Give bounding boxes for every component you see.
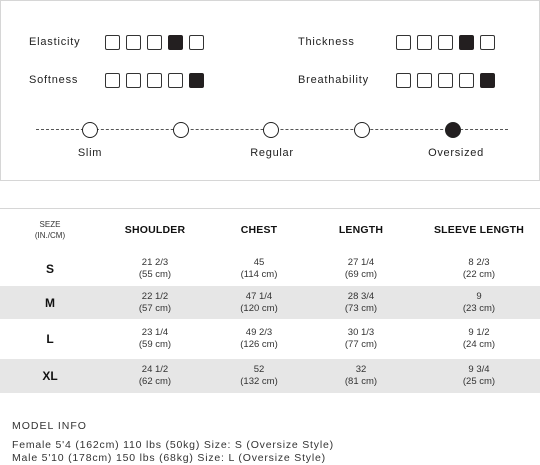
measurement-inches: 9 bbox=[476, 290, 482, 302]
attr-softness bbox=[29, 74, 78, 86]
attr-label: Thickness bbox=[298, 36, 355, 48]
measurement-inches: 9 1/2 bbox=[468, 327, 490, 338]
measurement-inches: 47 1/4 bbox=[245, 290, 273, 302]
measurement-inches: 28 3/4 bbox=[347, 290, 375, 302]
measurement-cm: (25 cm) bbox=[462, 376, 496, 387]
rating-square bbox=[105, 73, 120, 88]
measurement-cell bbox=[115, 251, 195, 286]
measurement-cm: (120 cm) bbox=[240, 302, 278, 314]
measurement-cm: (59 cm) bbox=[138, 339, 172, 350]
measurement-cell bbox=[414, 251, 540, 286]
measurement-cm: (114 cm) bbox=[240, 268, 278, 280]
measurement-cm: (77 cm) bbox=[344, 339, 378, 350]
measurement-inches: 30 1/3 bbox=[347, 327, 375, 338]
column-header-text: SHOULDER bbox=[124, 224, 186, 236]
table-row-xl bbox=[0, 359, 540, 393]
softness-scale bbox=[105, 73, 204, 88]
table-row-m bbox=[0, 286, 540, 319]
measurement-inches: 49 2/3 bbox=[245, 327, 273, 338]
rating-square bbox=[147, 73, 162, 88]
size-cell bbox=[20, 319, 80, 359]
attr-label: Breathability bbox=[298, 74, 369, 86]
measurement-cell bbox=[115, 319, 195, 359]
size-cell bbox=[20, 251, 80, 286]
attr-breathability bbox=[298, 74, 369, 86]
rating-square bbox=[480, 35, 495, 50]
size-column-header bbox=[20, 209, 80, 251]
measurement-cm: (132 cm) bbox=[240, 376, 278, 387]
rating-square-filled bbox=[480, 73, 495, 88]
rating-square bbox=[396, 35, 411, 50]
fit-marker-5 bbox=[445, 122, 461, 138]
rating-square bbox=[396, 73, 411, 88]
measurement-cell bbox=[115, 286, 195, 319]
column-header-text: SLEEVE LENGTH bbox=[433, 224, 525, 236]
fit-marker-3 bbox=[263, 122, 279, 138]
fit-label-slim: Slim bbox=[77, 147, 103, 159]
size-label: M bbox=[45, 295, 55, 310]
column-header-text: LENGTH bbox=[338, 224, 384, 236]
measurement-cm: (23 cm) bbox=[462, 302, 496, 314]
fit-label-oversized: Oversized bbox=[428, 147, 484, 159]
breathability-scale bbox=[396, 73, 495, 88]
rating-square bbox=[168, 73, 183, 88]
measurement-inches: 27 1/4 bbox=[347, 256, 375, 268]
attr-label: Elasticity bbox=[29, 36, 81, 48]
attr-thickness bbox=[298, 36, 355, 48]
measurement-inches: 45 bbox=[253, 256, 265, 268]
measurement-cm: (57 cm) bbox=[138, 302, 172, 314]
thickness-scale bbox=[396, 35, 495, 50]
measurement-cm: (69 cm) bbox=[344, 268, 378, 280]
measurement-inches: 22 1/2 bbox=[141, 290, 169, 302]
table-header-row bbox=[0, 209, 540, 251]
model-info-title: MODEL INFO bbox=[12, 420, 87, 432]
rating-square bbox=[459, 73, 474, 88]
measurement-cell bbox=[414, 359, 540, 393]
size-cell bbox=[20, 359, 80, 393]
measurement-inches: 52 bbox=[253, 364, 265, 375]
measurement-cell bbox=[321, 319, 401, 359]
size-chart-table bbox=[0, 208, 540, 393]
size-cell bbox=[20, 286, 80, 319]
column-header-shoulder bbox=[115, 209, 195, 251]
column-header-chest bbox=[219, 209, 299, 251]
size-header-line1: SEZE bbox=[39, 220, 61, 229]
measurement-cm: (126 cm) bbox=[240, 339, 278, 350]
column-header-length bbox=[321, 209, 401, 251]
rating-square bbox=[189, 35, 204, 50]
measurement-cm: (81 cm) bbox=[344, 376, 378, 387]
size-label: S bbox=[45, 261, 54, 276]
measurement-inches: 24 1/2 bbox=[141, 364, 169, 375]
fit-marker-1 bbox=[82, 122, 98, 138]
rating-square bbox=[417, 35, 432, 50]
attr-label: Softness bbox=[29, 74, 79, 86]
measurement-cell bbox=[321, 359, 401, 393]
column-header-sleeve-length bbox=[414, 209, 540, 251]
fit-label-regular: Regular bbox=[250, 147, 294, 159]
measurement-cm: (62 cm) bbox=[138, 376, 172, 387]
rating-square bbox=[438, 35, 453, 50]
attr-elasticity bbox=[29, 36, 80, 48]
measurement-inches: 21 2/3 bbox=[141, 256, 169, 268]
measurement-cell bbox=[219, 286, 299, 319]
rating-square bbox=[147, 35, 162, 50]
table-row-s bbox=[0, 251, 540, 286]
rating-square-filled bbox=[168, 35, 183, 50]
measurement-cm: (73 cm) bbox=[344, 302, 378, 314]
column-header-text: CHEST bbox=[240, 224, 278, 236]
measurement-cm: (22 cm) bbox=[462, 268, 496, 280]
rating-square bbox=[417, 73, 432, 88]
fit-marker-2 bbox=[173, 122, 189, 138]
measurement-cell bbox=[321, 286, 401, 319]
measurement-cell bbox=[414, 286, 540, 319]
measurement-inches: 8 2/3 bbox=[468, 256, 490, 268]
measurement-cell bbox=[414, 319, 540, 359]
measurement-cell bbox=[321, 251, 401, 286]
measurement-cell bbox=[219, 251, 299, 286]
measurement-cell bbox=[219, 359, 299, 393]
fabric-attributes-panel bbox=[0, 0, 540, 181]
fit-marker-4 bbox=[354, 122, 370, 138]
measurement-inches: 9 3/4 bbox=[468, 364, 490, 375]
measurement-inches: 32 bbox=[355, 364, 367, 375]
size-label: XL bbox=[42, 369, 58, 383]
measurement-inches: 23 1/4 bbox=[141, 327, 169, 338]
elasticity-scale bbox=[105, 35, 204, 50]
rating-square-filled bbox=[459, 35, 474, 50]
measurement-cell bbox=[115, 359, 195, 393]
rating-square bbox=[105, 35, 120, 50]
model-info-female: Female 5'4 (162cm) 110 lbs (50kg) Size: S (Oversize Style) bbox=[12, 439, 334, 451]
table-row-l bbox=[0, 319, 540, 359]
rating-square bbox=[438, 73, 453, 88]
measurement-cm: (24 cm) bbox=[462, 339, 496, 350]
rating-square-filled bbox=[189, 73, 204, 88]
rating-square bbox=[126, 73, 141, 88]
rating-square bbox=[126, 35, 141, 50]
size-header-line2: (IN./CM) bbox=[34, 231, 66, 240]
measurement-cm: (55 cm) bbox=[138, 268, 172, 280]
model-info-male: Male 5'10 (178cm) 150 lbs (68kg) Size: L (Oversize Style) bbox=[12, 452, 326, 464]
measurement-cell bbox=[219, 319, 299, 359]
size-label: L bbox=[46, 332, 54, 346]
